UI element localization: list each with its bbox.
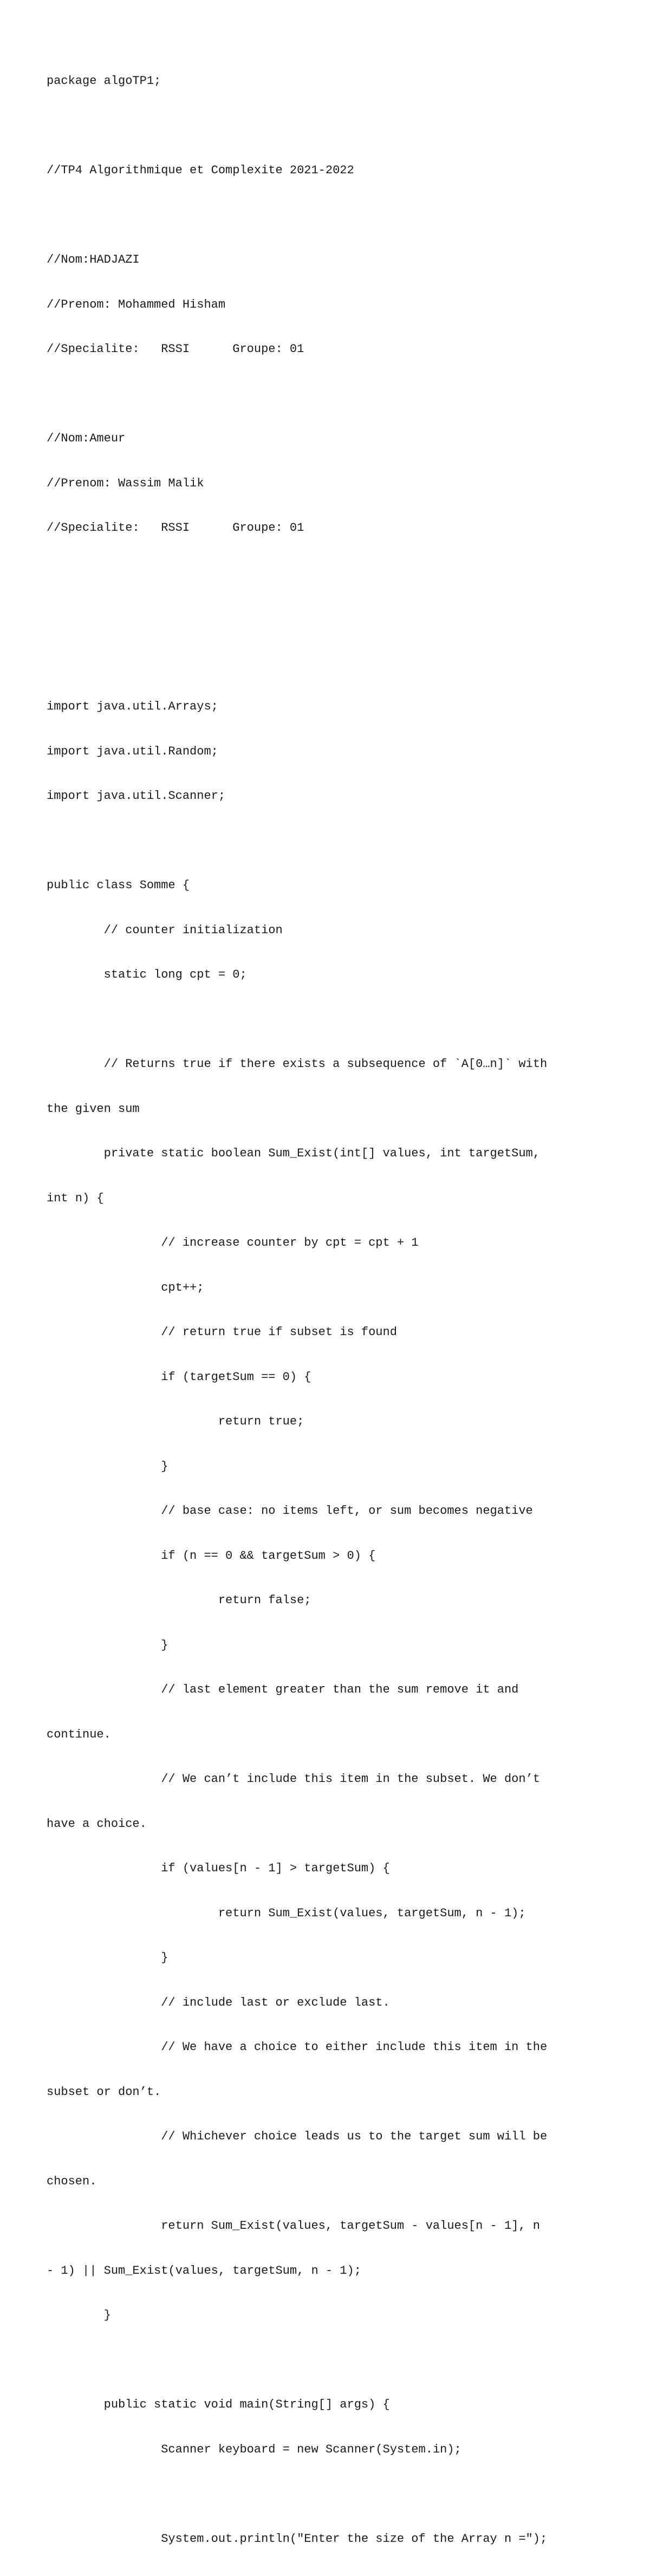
code-line: Scanner keyboard = new Scanner(System.in); <box>47 2442 461 2456</box>
code-line: return Sum_Exist(values, targetSum - values[n - 1], n <box>47 2219 540 2233</box>
code-line: } <box>47 1638 168 1652</box>
code-line: import java.util.Arrays; <box>47 700 218 713</box>
code-line <box>47 2353 610 2368</box>
code-line: // last element greater than the sum remove it and <box>47 1683 519 1696</box>
code-line: if (n == 0 && targetSum > 0) { <box>47 1549 376 1563</box>
code-line: } <box>47 1951 168 1964</box>
code-line: // We can’t include this item in the subset. We don’t <box>47 1772 540 1786</box>
code-line: import java.util.Scanner; <box>47 789 226 803</box>
code-line: private static boolean Sum_Exist(int[] values, int targetSum, <box>47 1147 540 1160</box>
code-line: import java.util.Random; <box>47 744 218 758</box>
code-line: subset or don’t. <box>47 2085 161 2099</box>
code-line: return Sum_Exist(values, targetSum, n - 1); <box>47 1906 526 1920</box>
code-line: //Specialite: RSSI Groupe: 01 <box>47 521 304 535</box>
code-line <box>47 1012 610 1027</box>
code-line <box>47 208 610 223</box>
code-line <box>47 610 610 625</box>
code-line: } <box>47 1459 168 1473</box>
code-line <box>47 119 610 134</box>
code-line: //Nom:Ameur <box>47 432 126 445</box>
code-line <box>47 387 610 402</box>
code-line: // return true if subset is found <box>47 1325 397 1339</box>
code-line: //Prenom: Mohammed Hisham <box>47 297 226 311</box>
code-line: static long cpt = 0; <box>47 968 247 981</box>
code-line: cpt++; <box>47 1280 204 1294</box>
code-line <box>47 834 610 849</box>
code-line: return true; <box>47 1415 304 1428</box>
code-line: continue. <box>47 1727 111 1741</box>
code-listing <box>47 44 610 2576</box>
code-line <box>47 655 610 670</box>
code-line: // Whichever choice leads us to the target sum will be <box>47 2130 548 2143</box>
code-line: // increase counter by cpt = cpt + 1 <box>47 1236 419 1250</box>
code-line: package algoTP1; <box>47 74 161 88</box>
code-line: // include last or exclude last. <box>47 1995 390 2009</box>
code-line: //Nom:HADJAZI <box>47 253 140 266</box>
code-line: //Prenom: Wassim Malik <box>47 476 204 490</box>
code-line: int n) { <box>47 1191 104 1205</box>
code-line: chosen. <box>47 2174 97 2188</box>
code-line: have a choice. <box>47 1817 147 1831</box>
code-line: // base case: no items left, or sum becomes negative <box>47 1504 533 1518</box>
code-line <box>47 565 610 581</box>
code-line <box>47 2487 610 2502</box>
code-line: // We have a choice to either include this item in the <box>47 2040 548 2054</box>
code-line: //TP4 Algorithmique et Complexite 2021-2022 <box>47 164 354 177</box>
code-line: if (values[n - 1] > targetSum) { <box>47 1862 390 1875</box>
code-line: public class Somme { <box>47 879 190 892</box>
code-line: System.out.println("Enter the size of the Array n ="); <box>47 2532 548 2546</box>
code-line: // Returns true if there exists a subsequence of `A[0…n]` with <box>47 1057 548 1071</box>
code-line: the given sum <box>47 1102 140 1116</box>
code-line: // counter initialization <box>47 923 283 937</box>
code-line: public static void main(String[] args) { <box>47 2398 390 2411</box>
code-line: } <box>47 2308 111 2322</box>
code-line: if (targetSum == 0) { <box>47 1370 311 1384</box>
code-line: return false; <box>47 1593 311 1607</box>
code-line: - 1) || Sum_Exist(values, targetSum, n - 1); <box>47 2263 361 2278</box>
code-line: //Specialite: RSSI Groupe: 01 <box>47 342 304 356</box>
